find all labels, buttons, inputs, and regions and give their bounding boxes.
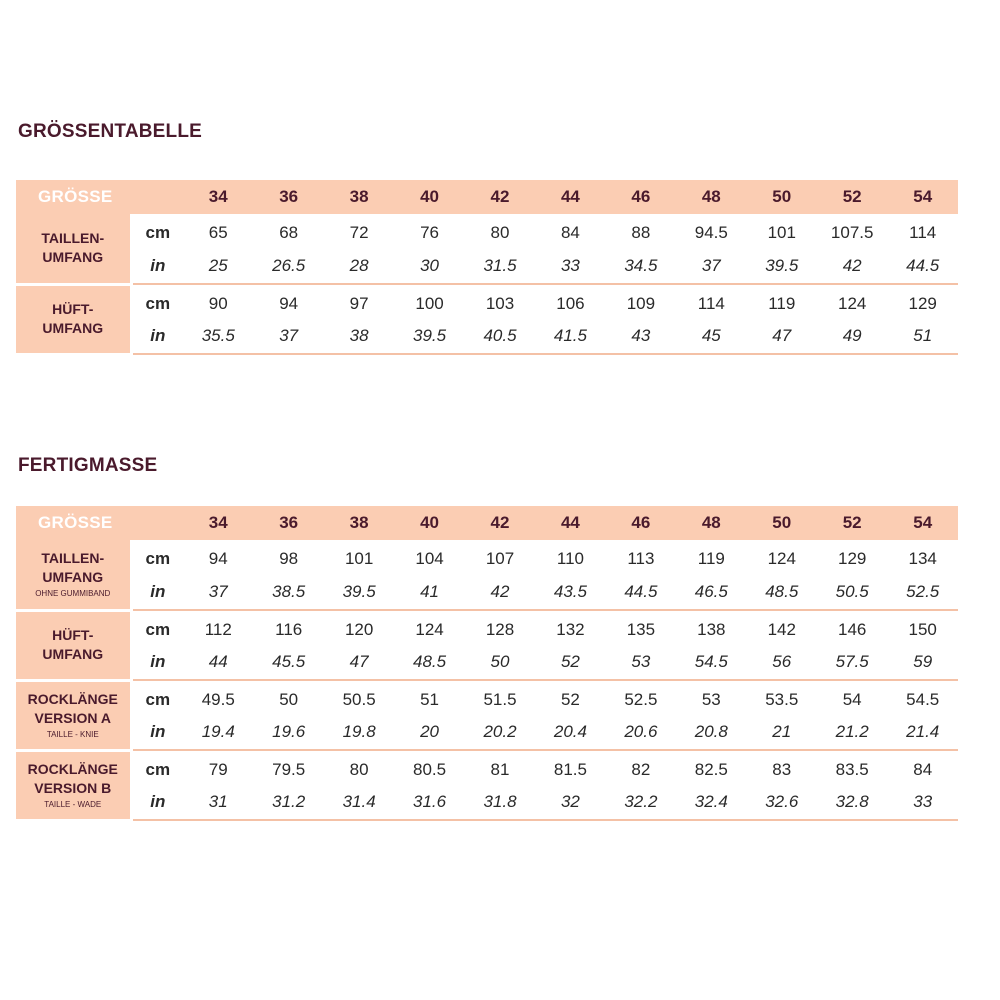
- value-cell-cm: 54.5: [906, 689, 940, 709]
- unit-cm-label: cm: [145, 223, 171, 242]
- value-cell-in: 59: [887, 645, 958, 680]
- value-cell-in: 21.2: [817, 715, 887, 750]
- measurement-row-in: [16, 575, 958, 610]
- value-cell-in: 52.5: [887, 575, 958, 610]
- value-cell-cm: 124: [838, 293, 867, 313]
- value-cell-cm: 84: [913, 759, 933, 779]
- value-cell-cm: 98: [279, 549, 299, 568]
- value-cell-cm: 107.5: [830, 223, 874, 242]
- value-cell-in: 37: [253, 319, 323, 354]
- size-header-cell: 54: [887, 180, 958, 214]
- value-cell-in: 44.5: [887, 249, 958, 284]
- value-cell-cm: 142: [767, 619, 796, 639]
- value-cell-in: 42: [465, 575, 535, 610]
- value-cell-in: 48.5: [394, 645, 464, 680]
- measurement-label-line: VERSION A: [34, 710, 111, 726]
- size-header-cell: 50: [747, 506, 817, 540]
- value-cell-cm: 109: [626, 293, 656, 313]
- value-cell-cm: 104: [415, 549, 444, 568]
- measurement-label-line: UMFANG: [42, 646, 104, 662]
- value-cell-cm: 54: [842, 689, 862, 709]
- measurement-label: [16, 214, 131, 284]
- unit-cm-label: cm: [145, 689, 171, 709]
- value-cell-cm: 129: [838, 549, 867, 568]
- value-cell-in: 39.5: [394, 319, 464, 354]
- value-cell-in: 28: [324, 249, 394, 284]
- measurement-row-cm: [16, 284, 958, 319]
- measurement-label: [16, 610, 131, 680]
- value-cell-in: 45.5: [253, 645, 323, 680]
- value-cell-in: 57.5: [817, 645, 887, 680]
- value-cell-cm: 94: [208, 549, 228, 568]
- unit-cm-label: cm: [145, 759, 171, 779]
- measurement-label: [16, 284, 131, 354]
- value-cell-in: 19.4: [183, 715, 253, 750]
- measurement-row-in: [16, 249, 958, 284]
- unit-cm-label: cm: [145, 619, 171, 639]
- value-cell-in: 31.5: [465, 249, 535, 284]
- measurement-row-cm: [16, 680, 958, 715]
- value-cell-in: 48.5: [747, 575, 817, 610]
- value-cell-in: 20.6: [606, 715, 676, 750]
- value-cell-cm: 53: [701, 689, 721, 709]
- value-cell-in: 33: [887, 785, 958, 820]
- value-cell-in: 20.8: [676, 715, 746, 750]
- size-header-cell: 48: [676, 180, 746, 214]
- value-cell-in: 56: [747, 645, 817, 680]
- value-cell-cm: 114: [909, 223, 937, 242]
- value-cell-cm: 138: [697, 619, 726, 639]
- size-header-cell: 42: [465, 506, 535, 540]
- value-cell-cm: 83: [772, 759, 792, 779]
- value-cell-cm: 146: [838, 619, 867, 639]
- value-cell-in: 41.5: [535, 319, 605, 354]
- value-cell-in: 31.2: [253, 785, 323, 820]
- measurement-label-note: OHNE GUMMIBAND: [35, 589, 111, 599]
- measurement-row-cm: [16, 610, 958, 645]
- value-cell-in: 26.5: [253, 249, 323, 284]
- value-cell-cm: 135: [626, 619, 656, 639]
- value-cell-cm: 50.5: [342, 689, 376, 709]
- measurement-label: [16, 750, 131, 820]
- value-cell-cm: 116: [275, 619, 303, 639]
- value-cell-cm: 150: [908, 619, 937, 639]
- measurement-label-line: TAILLEN-: [41, 230, 105, 247]
- value-cell-in: 40.5: [465, 319, 535, 354]
- value-cell-cm: 94: [279, 293, 299, 313]
- size-header-cell: 54: [887, 506, 958, 540]
- size-header-cell: 42: [465, 180, 535, 214]
- measurement-label-line: TAILLEN-: [41, 550, 105, 567]
- value-cell-cm: 84: [560, 223, 580, 242]
- unit-cm-label: cm: [145, 549, 171, 568]
- value-cell-cm: 103: [485, 293, 515, 313]
- unit-in-label: in: [131, 319, 183, 354]
- value-cell-cm: 81: [490, 759, 510, 779]
- value-cell-cm: 72: [349, 223, 369, 242]
- value-cell-in: 21: [747, 715, 817, 750]
- value-cell-in: 32.4: [676, 785, 746, 820]
- size-header-cell: 40: [394, 506, 464, 540]
- header-row: [16, 506, 958, 540]
- value-cell-cm: 65: [208, 223, 228, 242]
- value-cell-in: 45: [676, 319, 746, 354]
- measurement-row-in: [16, 319, 958, 354]
- value-cell-cm: 106: [556, 293, 585, 313]
- value-cell-in: 50: [465, 645, 535, 680]
- value-cell-cm: 80: [490, 223, 510, 242]
- value-cell-cm: 79.5: [272, 759, 306, 779]
- value-cell-cm: 112: [204, 619, 232, 639]
- value-cell-in: 44.5: [606, 575, 676, 610]
- value-cell-cm: 124: [767, 549, 796, 568]
- unit-in-label: in: [131, 785, 183, 820]
- value-cell-in: 32.8: [817, 785, 887, 820]
- value-cell-cm: 51.5: [483, 689, 517, 709]
- value-cell-cm: 82: [631, 759, 651, 779]
- value-cell-in: 31.6: [394, 785, 464, 820]
- finished-measurements-table: [16, 506, 958, 822]
- measurement-label-note: TAILLE - WADE: [44, 800, 102, 809]
- measurement-label-line: UMFANG: [42, 569, 104, 586]
- measurement-row-in: [16, 715, 958, 750]
- value-cell-in: 19.6: [253, 715, 323, 750]
- value-cell-in: 37: [183, 575, 253, 610]
- value-cell-in: 31: [183, 785, 253, 820]
- value-cell-cm: 119: [697, 549, 725, 568]
- value-cell-cm: 49.5: [201, 689, 235, 709]
- value-cell-cm: 82.5: [694, 759, 728, 779]
- value-cell-cm: 114: [697, 293, 725, 313]
- value-cell-cm: 101: [767, 223, 796, 242]
- measurement-label: [16, 540, 131, 610]
- value-cell-in: 44: [183, 645, 253, 680]
- value-cell-in: 21.4: [887, 715, 958, 750]
- measurement-label-line: HÜFT-: [52, 627, 94, 643]
- measurement-label-line: VERSION B: [34, 780, 112, 796]
- unit-in-label: in: [131, 249, 183, 284]
- size-header-cell: 36: [253, 506, 323, 540]
- value-cell-cm: 128: [485, 619, 515, 639]
- value-cell-in: 37: [676, 249, 746, 284]
- value-cell-in: 25: [183, 249, 253, 284]
- value-cell-in: 47: [324, 645, 394, 680]
- value-cell-cm: 132: [556, 619, 585, 639]
- value-cell-in: 49: [817, 319, 887, 354]
- size-header-cell: 48: [676, 506, 746, 540]
- size-header-cell: 40: [394, 180, 464, 214]
- value-cell-in: 32: [535, 785, 605, 820]
- value-cell-in: 19.8: [324, 715, 394, 750]
- measurement-row-cm: [16, 214, 958, 249]
- value-cell-cm: 119: [768, 293, 796, 313]
- measurement-row-cm: [16, 750, 958, 785]
- value-cell-in: 50.5: [817, 575, 887, 610]
- value-cell-in: 42: [817, 249, 887, 284]
- size-header-cell: 44: [535, 180, 605, 214]
- measurement-label-line: UMFANG: [42, 249, 104, 266]
- value-cell-cm: 80: [349, 759, 369, 779]
- measurement-label: [16, 680, 131, 750]
- size-header-cell: 50: [747, 180, 817, 214]
- size-header-cell: 38: [324, 506, 394, 540]
- size-header-cell: 46: [606, 506, 676, 540]
- unit-in-label: in: [131, 645, 183, 680]
- measurement-label-line: ROCKLÄNGE: [27, 691, 118, 707]
- value-cell-cm: 51: [420, 689, 440, 709]
- size-header-cell: 52: [817, 180, 887, 214]
- measurement-label-note: TAILLE - KNIE: [46, 730, 99, 739]
- size-header-cell: 46: [606, 180, 676, 214]
- value-cell-in: 39.5: [324, 575, 394, 610]
- value-cell-in: 31.4: [324, 785, 394, 820]
- value-cell-cm: 129: [908, 293, 937, 313]
- measurement-row-cm: [16, 540, 958, 575]
- measurement-row-in: [16, 785, 958, 820]
- value-cell-cm: 101: [344, 549, 374, 568]
- value-cell-cm: 80.5: [413, 759, 447, 779]
- value-cell-in: 20.2: [465, 715, 535, 750]
- header-row: [16, 180, 958, 214]
- value-cell-cm: 90: [208, 293, 228, 313]
- value-cell-cm: 100: [415, 293, 444, 313]
- value-cell-in: 34.5: [606, 249, 676, 284]
- value-cell-cm: 50: [279, 689, 299, 709]
- size-header-cell: 34: [183, 506, 253, 540]
- value-cell-in: 35.5: [183, 319, 253, 354]
- unit-cm-label: cm: [145, 293, 171, 313]
- value-cell-cm: 79: [208, 759, 228, 779]
- measurement-label-line: ROCKLÄNGE: [27, 761, 118, 777]
- size-chart-title: GRÖSSENTABELLE: [18, 121, 203, 142]
- size-header-label: GRÖSSE: [16, 180, 183, 214]
- value-cell-in: 20: [394, 715, 464, 750]
- value-cell-cm: 81.5: [553, 759, 587, 779]
- value-cell-in: 43.5: [535, 575, 605, 610]
- size-header-cell: 38: [324, 180, 394, 214]
- value-cell-in: 30: [394, 249, 464, 284]
- size-header-label: GRÖSSE: [16, 506, 183, 540]
- size-header-cell: 36: [253, 180, 323, 214]
- measurement-label-line: HÜFT-: [52, 301, 94, 317]
- value-cell-cm: 83.5: [835, 759, 869, 779]
- value-cell-cm: 76: [420, 223, 440, 242]
- value-cell-in: 38.5: [253, 575, 323, 610]
- value-cell-in: 32.2: [606, 785, 676, 820]
- size-header-cell: 52: [817, 506, 887, 540]
- value-cell-cm: 52: [560, 689, 580, 709]
- value-cell-cm: 94.5: [694, 223, 728, 242]
- value-cell-cm: 120: [344, 619, 374, 639]
- value-cell-cm: 97: [349, 293, 369, 313]
- unit-in-label: in: [131, 575, 183, 610]
- finished-measurements-title: FERTIGMASSE: [18, 455, 158, 476]
- value-cell-cm: 134: [908, 549, 937, 568]
- unit-in-label: in: [131, 715, 183, 750]
- value-cell-in: 41: [394, 575, 464, 610]
- value-cell-in: 53: [606, 645, 676, 680]
- value-cell-in: 46.5: [676, 575, 746, 610]
- value-cell-in: 54.5: [676, 645, 746, 680]
- value-cell-cm: 113: [627, 549, 655, 568]
- value-cell-in: 32.6: [747, 785, 817, 820]
- value-cell-in: 38: [324, 319, 394, 354]
- value-cell-cm: 110: [556, 549, 584, 568]
- size-chart-table: [16, 180, 958, 356]
- value-cell-in: 39.5: [747, 249, 817, 284]
- size-header-cell: 44: [535, 506, 605, 540]
- value-cell-cm: 124: [415, 619, 444, 639]
- value-cell-in: 33: [535, 249, 605, 284]
- value-cell-cm: 53.5: [765, 689, 799, 709]
- value-cell-cm: 107: [485, 549, 515, 568]
- value-cell-in: 47: [747, 319, 817, 354]
- measurement-label-line: UMFANG: [42, 320, 104, 336]
- value-cell-in: 20.4: [535, 715, 605, 750]
- value-cell-cm: 88: [631, 223, 651, 242]
- value-cell-in: 43: [606, 319, 676, 354]
- measurement-row-in: [16, 645, 958, 680]
- value-cell-cm: 68: [279, 223, 299, 242]
- value-cell-in: 51: [887, 319, 958, 354]
- size-header-cell: 34: [183, 180, 253, 214]
- value-cell-in: 52: [535, 645, 605, 680]
- value-cell-cm: 52.5: [624, 689, 658, 709]
- value-cell-in: 31.8: [465, 785, 535, 820]
